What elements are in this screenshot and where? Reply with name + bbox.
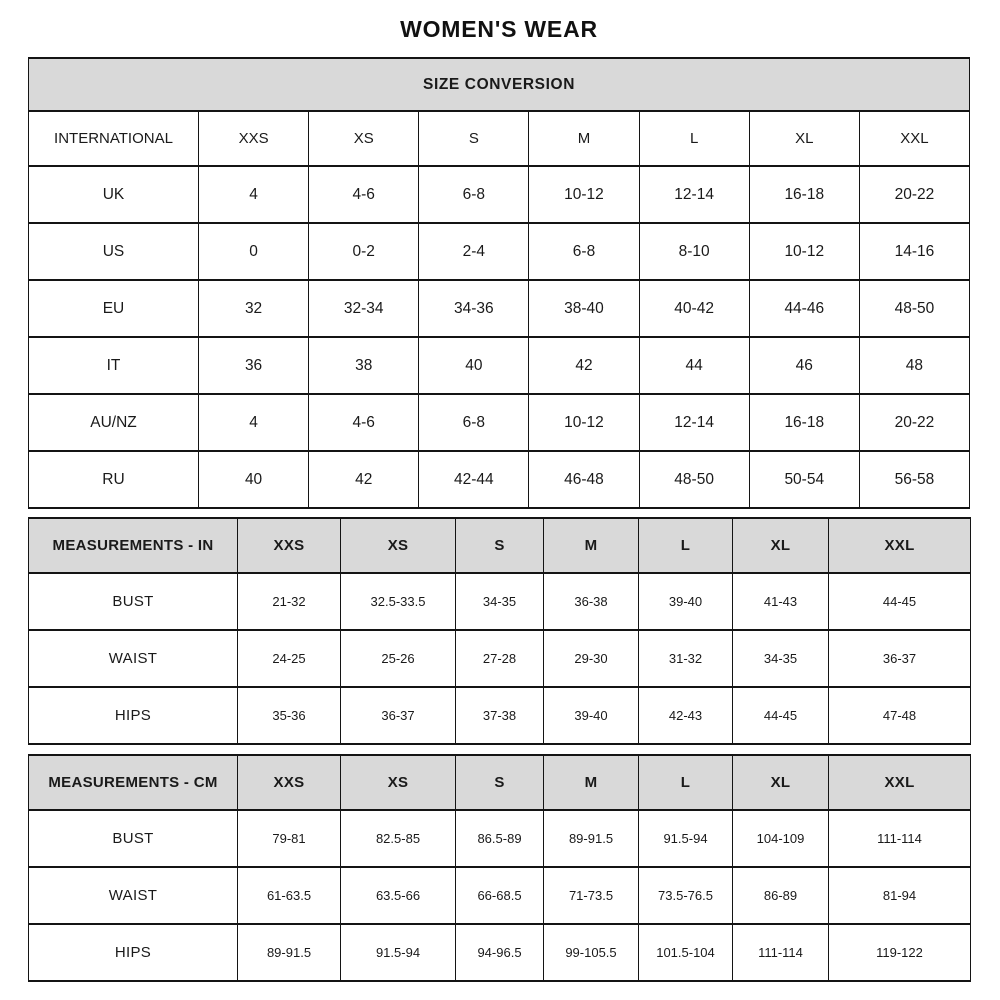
- value-cell: 37-38: [456, 687, 544, 744]
- table-row: [29, 867, 971, 924]
- size-header-cell: XL: [733, 755, 829, 810]
- size-header-cell: L: [639, 111, 749, 166]
- value-cell: 82.5-85: [341, 810, 456, 867]
- value-cell: 4-6: [309, 166, 419, 223]
- header-label-cell: MEASUREMENTS - IN: [29, 518, 238, 573]
- value-cell: 42-44: [419, 451, 529, 508]
- value-cell: 2-4: [419, 223, 529, 280]
- row-label-cell: HIPS: [29, 687, 238, 744]
- size-header-cell: S: [456, 755, 544, 810]
- value-cell: 42: [309, 451, 419, 508]
- measurements-cm-table: [28, 754, 971, 982]
- size-header-cell: M: [529, 111, 639, 166]
- size-header-cell: S: [419, 111, 529, 166]
- size-conversion-table: [28, 57, 970, 509]
- value-cell: 24-25: [238, 630, 341, 687]
- value-cell: 0-2: [309, 223, 419, 280]
- value-cell: 48-50: [639, 451, 749, 508]
- table-row: [29, 810, 971, 867]
- value-cell: 32.5-33.5: [341, 573, 456, 630]
- value-cell: 6-8: [419, 166, 529, 223]
- value-cell: 63.5-66: [341, 867, 456, 924]
- value-cell: 40: [199, 451, 309, 508]
- value-cell: 81-94: [829, 867, 971, 924]
- value-cell: 34-35: [733, 630, 829, 687]
- value-cell: 29-30: [544, 630, 639, 687]
- value-cell: 44: [639, 337, 749, 394]
- row-label-cell: RU: [29, 451, 199, 508]
- value-cell: 31-32: [639, 630, 733, 687]
- value-cell: 12-14: [639, 166, 749, 223]
- value-cell: 27-28: [456, 630, 544, 687]
- value-cell: 44-45: [829, 573, 971, 630]
- value-cell: 4: [199, 166, 309, 223]
- value-cell: 101.5-104: [639, 924, 733, 981]
- value-cell: 111-114: [733, 924, 829, 981]
- value-cell: 10-12: [529, 166, 639, 223]
- row-label-cell: IT: [29, 337, 199, 394]
- value-cell: 71-73.5: [544, 867, 639, 924]
- value-cell: 41-43: [733, 573, 829, 630]
- value-cell: 44-45: [733, 687, 829, 744]
- value-cell: 4-6: [309, 394, 419, 451]
- value-cell: 47-48: [829, 687, 971, 744]
- row-label-cell: AU/NZ: [29, 394, 199, 451]
- value-cell: 6-8: [419, 394, 529, 451]
- row-label-cell: WAIST: [29, 867, 238, 924]
- table-row: [29, 451, 970, 508]
- size-header-cell: M: [544, 755, 639, 810]
- value-cell: 73.5-76.5: [639, 867, 733, 924]
- table-row: [29, 166, 970, 223]
- size-header-cell: XXS: [238, 518, 341, 573]
- value-cell: 86.5-89: [456, 810, 544, 867]
- value-cell: 89-91.5: [544, 810, 639, 867]
- size-header-cell: XXL: [859, 111, 969, 166]
- value-cell: 40-42: [639, 280, 749, 337]
- value-cell: 48-50: [859, 280, 969, 337]
- size-header-cell: XXS: [199, 111, 309, 166]
- value-cell: 20-22: [859, 394, 969, 451]
- header-label-cell: MEASUREMENTS - CM: [29, 755, 238, 810]
- value-cell: 119-122: [829, 924, 971, 981]
- value-cell: 6-8: [529, 223, 639, 280]
- table-row: [29, 573, 971, 630]
- value-cell: 44-46: [749, 280, 859, 337]
- value-cell: 10-12: [749, 223, 859, 280]
- table-row: [29, 394, 970, 451]
- value-cell: 94-96.5: [456, 924, 544, 981]
- size-header-cell: L: [639, 518, 733, 573]
- size-header-cell: M: [544, 518, 639, 573]
- value-cell: 104-109: [733, 810, 829, 867]
- size-header-cell: S: [456, 518, 544, 573]
- size-header-cell: L: [639, 755, 733, 810]
- value-cell: 42-43: [639, 687, 733, 744]
- value-cell: 34-35: [456, 573, 544, 630]
- value-cell: 46-48: [529, 451, 639, 508]
- table-row: [29, 924, 971, 981]
- value-cell: 32-34: [309, 280, 419, 337]
- value-cell: 89-91.5: [238, 924, 341, 981]
- value-cell: 21-32: [238, 573, 341, 630]
- table-row: [29, 337, 970, 394]
- value-cell: 91.5-94: [341, 924, 456, 981]
- value-cell: 36-37: [341, 687, 456, 744]
- row-label-cell: BUST: [29, 573, 238, 630]
- value-cell: 39-40: [544, 687, 639, 744]
- value-cell: 0: [199, 223, 309, 280]
- value-cell: 38-40: [529, 280, 639, 337]
- size-header-cell: XXL: [829, 518, 971, 573]
- value-cell: 36-38: [544, 573, 639, 630]
- table-row: [29, 280, 970, 337]
- value-cell: 48: [859, 337, 969, 394]
- value-cell: 20-22: [859, 166, 969, 223]
- row-label-cell: WAIST: [29, 630, 238, 687]
- value-cell: 86-89: [733, 867, 829, 924]
- value-cell: 16-18: [749, 394, 859, 451]
- value-cell: 91.5-94: [639, 810, 733, 867]
- header-row: [29, 755, 971, 810]
- value-cell: 56-58: [859, 451, 969, 508]
- header-row: [29, 518, 971, 573]
- value-cell: 25-26: [341, 630, 456, 687]
- table-row: [29, 223, 970, 280]
- value-cell: 36: [199, 337, 309, 394]
- value-cell: 16-18: [749, 166, 859, 223]
- value-cell: 12-14: [639, 394, 749, 451]
- value-cell: 14-16: [859, 223, 969, 280]
- value-cell: 42: [529, 337, 639, 394]
- value-cell: 61-63.5: [238, 867, 341, 924]
- row-label-cell: BUST: [29, 810, 238, 867]
- value-cell: 36-37: [829, 630, 971, 687]
- table-row: [29, 630, 971, 687]
- size-header-cell: XS: [309, 111, 419, 166]
- value-cell: 79-81: [238, 810, 341, 867]
- measurements-in-table: [28, 517, 971, 745]
- size-header-cell: XXS: [238, 755, 341, 810]
- value-cell: 111-114: [829, 810, 971, 867]
- value-cell: 10-12: [529, 394, 639, 451]
- value-cell: 32: [199, 280, 309, 337]
- size-header-cell: XS: [341, 518, 456, 573]
- size-header-cell: XS: [341, 755, 456, 810]
- header-row: [29, 111, 970, 166]
- value-cell: 8-10: [639, 223, 749, 280]
- value-cell: 50-54: [749, 451, 859, 508]
- row-label-cell: UK: [29, 166, 199, 223]
- value-cell: 38: [309, 337, 419, 394]
- value-cell: 35-36: [238, 687, 341, 744]
- value-cell: 46: [749, 337, 859, 394]
- header-label-cell: INTERNATIONAL: [29, 111, 199, 166]
- row-label-cell: US: [29, 223, 199, 280]
- size-header-cell: XL: [733, 518, 829, 573]
- value-cell: 40: [419, 337, 529, 394]
- value-cell: 39-40: [639, 573, 733, 630]
- table-title: SIZE CONVERSION: [29, 58, 970, 111]
- size-header-cell: XXL: [829, 755, 971, 810]
- value-cell: 66-68.5: [456, 867, 544, 924]
- table-title-row: [29, 58, 970, 111]
- row-label-cell: HIPS: [29, 924, 238, 981]
- page-title: WOMEN'S WEAR: [400, 16, 598, 42]
- value-cell: 34-36: [419, 280, 529, 337]
- value-cell: 4: [199, 394, 309, 451]
- size-header-cell: XL: [749, 111, 859, 166]
- row-label-cell: EU: [29, 280, 199, 337]
- value-cell: 99-105.5: [544, 924, 639, 981]
- table-row: [29, 687, 971, 744]
